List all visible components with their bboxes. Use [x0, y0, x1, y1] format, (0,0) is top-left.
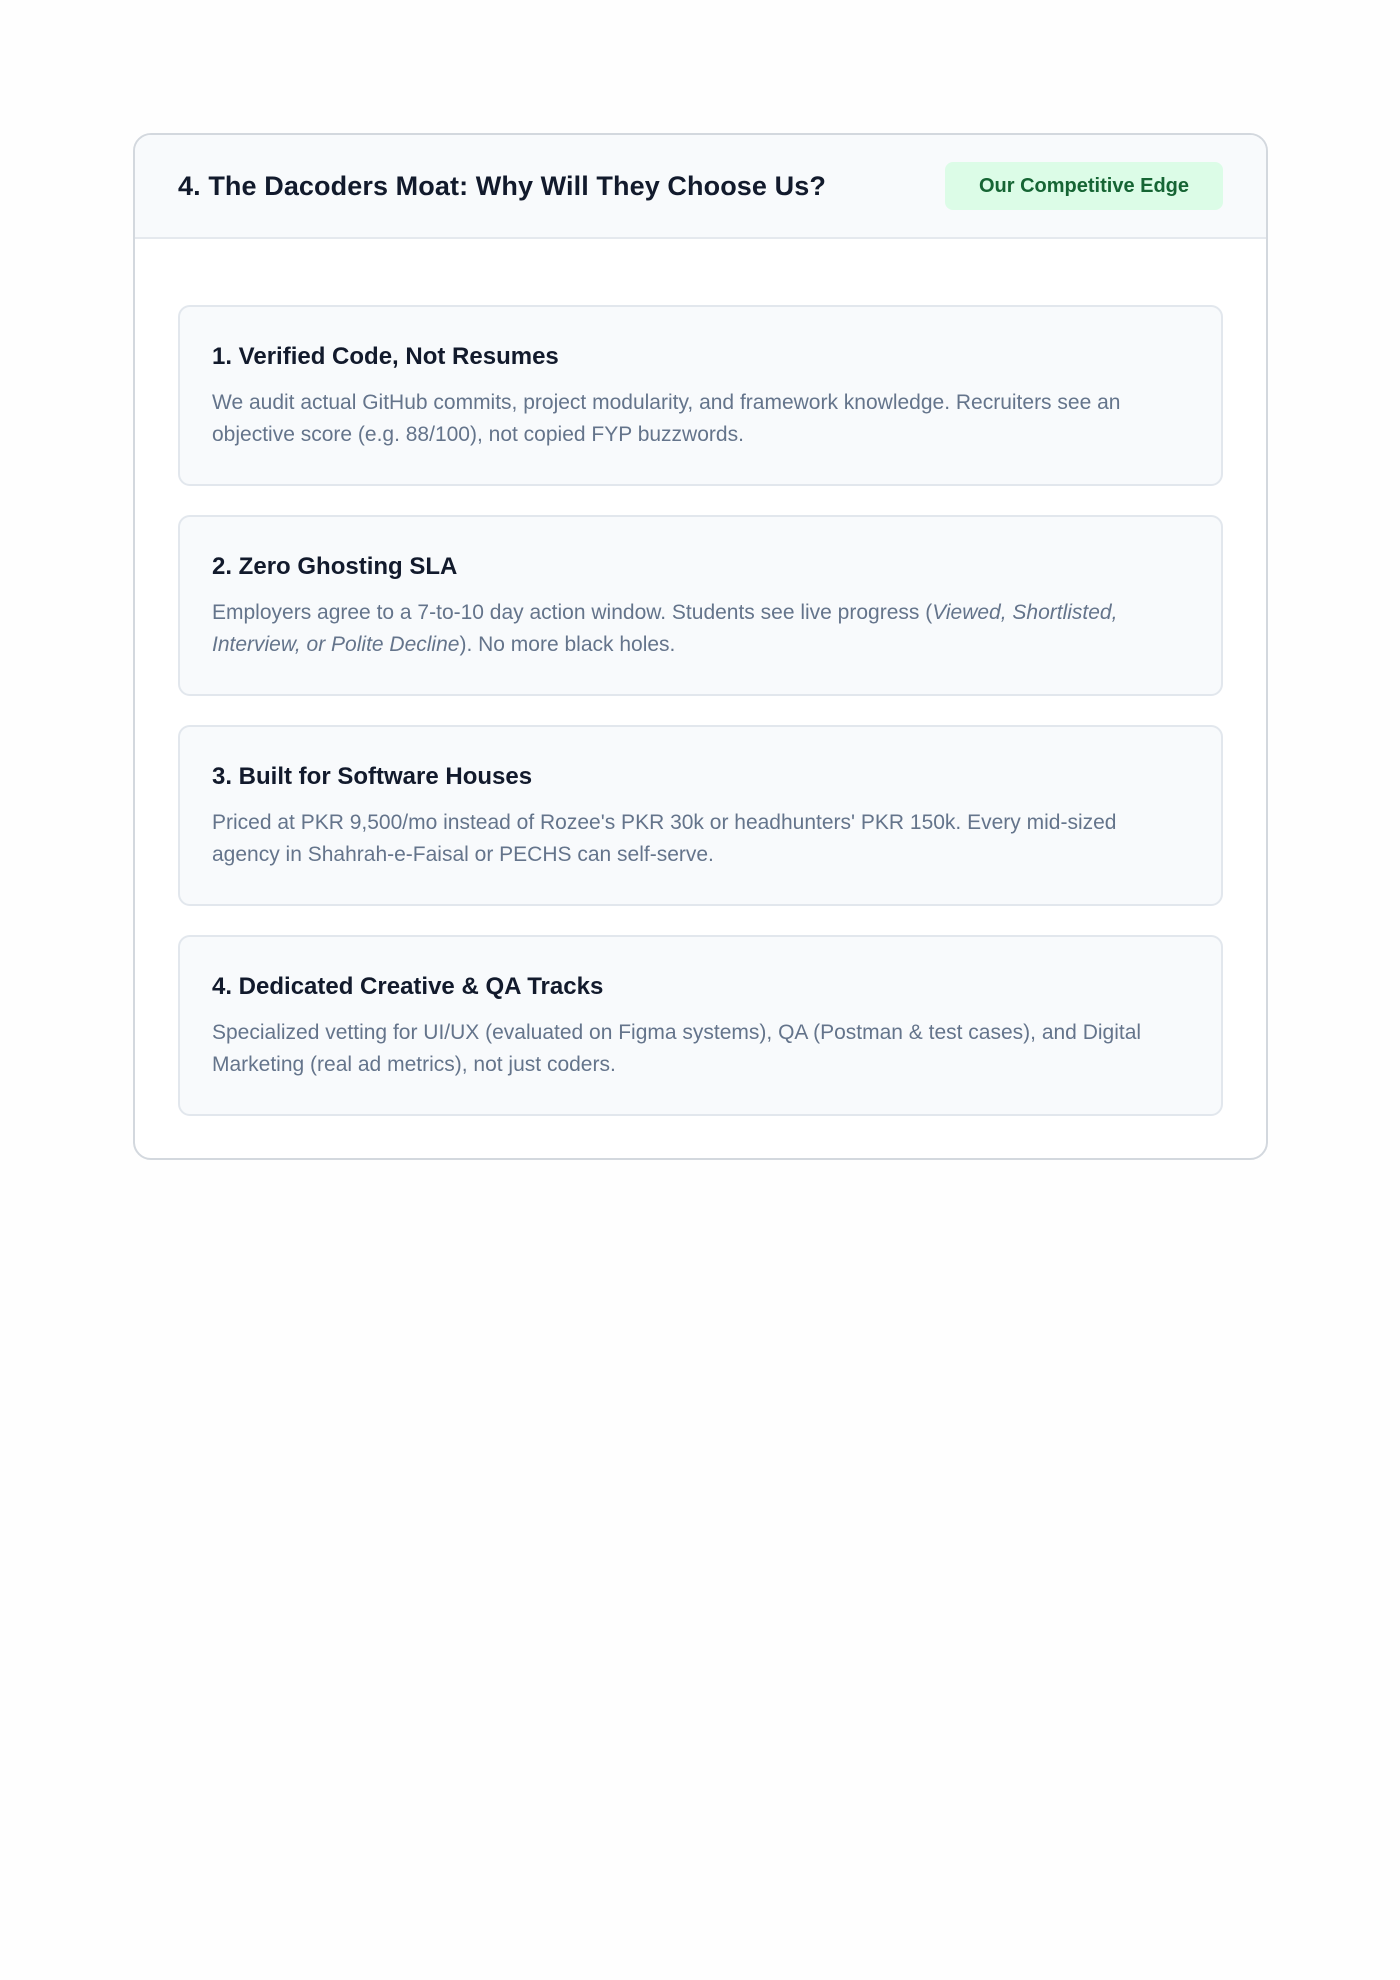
- feature-verified-code: [178, 305, 1223, 486]
- feature-description: Priced at PKR 9,500/mo instead of Rozee's PKR 30k or headhunters' PKR 150k. Every mid-sized agency in Shahrah-e-Faisal or PECHS can self-serve.: [212, 811, 1117, 866]
- feature-title: 4. Dedicated Creative & QA Tracks: [212, 973, 604, 1000]
- competitive-edge-badge: Our Competitive Edge: [945, 162, 1223, 210]
- description-text: Employers agree to a 7-to-10 day action window. Students see live progress (: [212, 601, 933, 624]
- competitive-edge-card: [133, 133, 1268, 1160]
- section-title: 4. The Dacoders Moat: Why Will They Choose Us?: [178, 170, 826, 201]
- feature-title: 3. Built for Software Houses: [212, 763, 533, 790]
- feature-software-houses: [178, 725, 1223, 906]
- card-body: [135, 239, 1266, 1158]
- description-text: ). No more black holes.: [459, 633, 676, 656]
- feature-description: Specialized vetting for UI/UX (evaluated on Figma systems), QA (Postman & test cases), and Digital Marketing (real ad metrics), not just coders.: [212, 1021, 1142, 1076]
- feature-zero-ghosting: [178, 515, 1223, 696]
- status-list-italic: Viewed, Shortlisted, Interview, or Polite Decline: [212, 601, 1118, 656]
- feature-creative-qa-tracks: [178, 935, 1223, 1116]
- feature-title: 2. Zero Ghosting SLA: [212, 553, 458, 580]
- card-header: [135, 135, 1266, 239]
- feature-description: We audit actual GitHub commits, project modularity, and framework knowledge. Recruiters see an objective score (e.g. 88/100), not copied FYP buzzwords.: [212, 391, 1121, 446]
- feature-description: [212, 597, 1189, 661]
- feature-title: 1. Verified Code, Not Resumes: [212, 343, 559, 370]
